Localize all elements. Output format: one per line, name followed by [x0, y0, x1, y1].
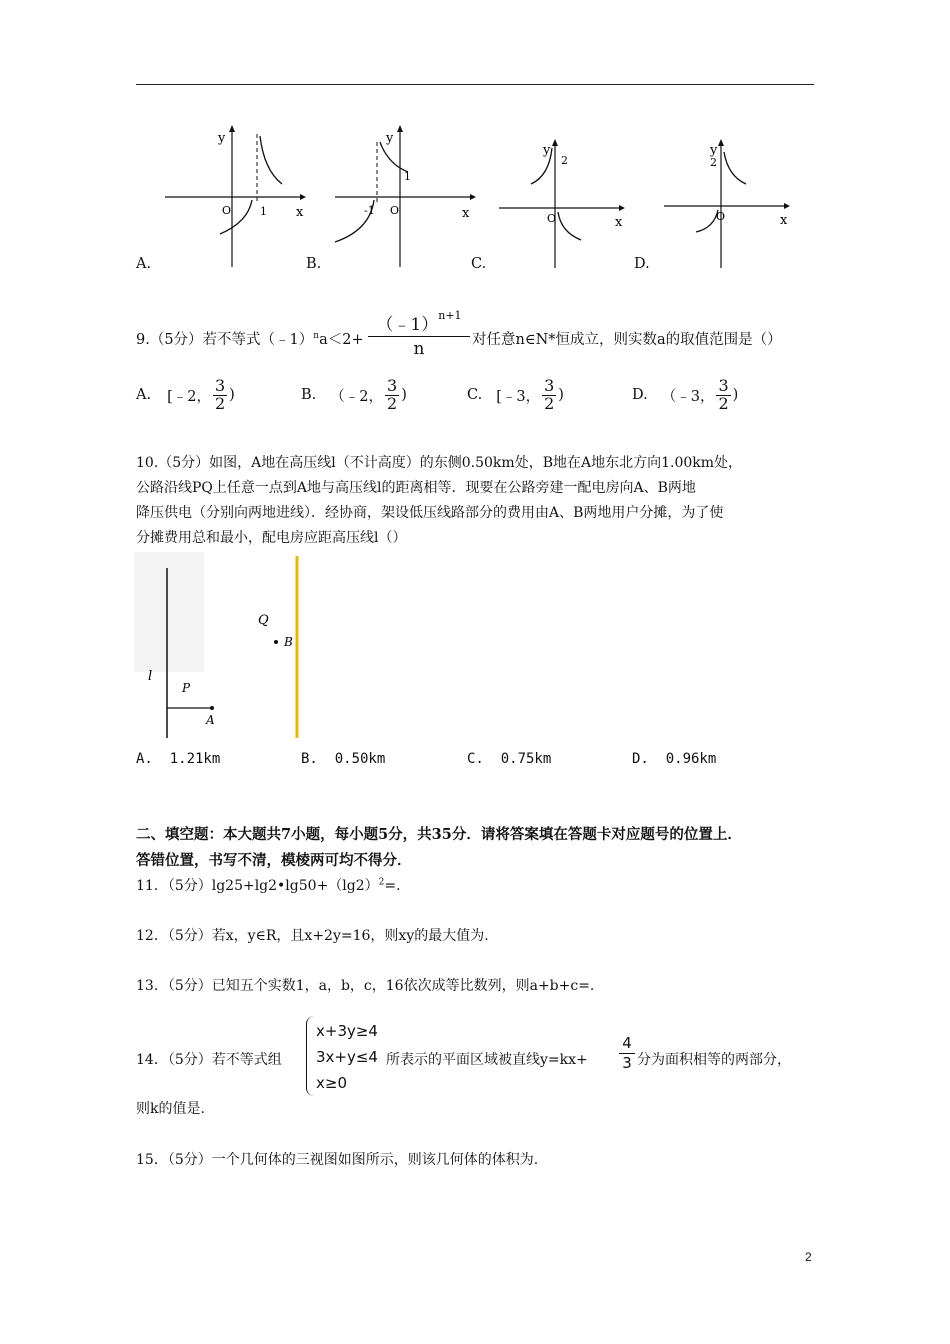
- graph-a-origin-label: O: [222, 204, 232, 217]
- q10-figure: [134, 552, 314, 742]
- q14-line-2: 则k的值是.: [136, 1101, 205, 1117]
- graph-a-x-label: x: [296, 205, 304, 220]
- page-number: 2: [805, 1250, 812, 1264]
- graph-d-origin-label: O: [716, 210, 726, 223]
- graph-option-b-label: B.: [306, 256, 322, 272]
- q9-stem-mid: a＜2+: [319, 332, 364, 348]
- label-l: l: [148, 669, 153, 684]
- graph-c-y-label: y: [543, 143, 551, 158]
- q14-system-brace: [306, 1016, 315, 1096]
- graph-c-x-label: x: [615, 215, 623, 230]
- q9-stem-right: 对任意n∈N*恒成立，则实数a的取值范围是（）: [472, 332, 782, 348]
- graph-b-x-label: x: [462, 206, 470, 221]
- q9-sup-n: n: [313, 331, 320, 342]
- graph-option-a: [160, 122, 310, 272]
- q14-fraction: [619, 1034, 635, 1073]
- q10-line-1: 10.（5分）如图，A地在高压线l（不计高度）的东侧0.50km处，B地在A地东北方向1.00km处，: [136, 455, 743, 471]
- q14-ineq-2: 3x+y≤4: [316, 1048, 378, 1066]
- q14-ineq-3: x≥0: [316, 1074, 347, 1092]
- q9-option-b: B. （﹣2， $\frac{3}{2}$ ): [301, 376, 407, 413]
- q12: 12．（5分）若x，y∈R，且x+2y=16，则xy的最大值为.: [136, 928, 489, 944]
- q9-fraction-numerator: （﹣1）$^{n+1}$: [368, 310, 470, 337]
- graph-c-origin-label: O: [547, 212, 557, 225]
- q14-fraction-num: 4: [619, 1034, 635, 1054]
- label-b: B: [284, 635, 293, 649]
- graph-b-neg-tick-label: -1: [364, 204, 375, 217]
- q14-ineq-1: x+3y≥4: [316, 1022, 378, 1040]
- graph-option-d-label: D.: [634, 256, 650, 272]
- q13: 13．（5分）已知五个实数1，a，b，c，16依次成等比数列，则a+b+c=.: [136, 978, 595, 994]
- point-a: [210, 706, 214, 710]
- q14-post: 分为面积相等的两部分，: [637, 1052, 791, 1068]
- q9-stem-left: 9.（5分）若不等式（﹣1）$^n$a＜2+: [136, 331, 364, 348]
- q11: 11．（5分）$\lg 25+\lg 2•\lg 50+(\lg 2)^2=$.: [136, 877, 401, 894]
- graph-b-origin-label: O: [390, 204, 400, 217]
- graph-d-x-label: x: [780, 213, 788, 228]
- graph-a-tick-label: 1: [260, 205, 267, 218]
- graph-option-b: [330, 122, 480, 272]
- graph-option-c: [495, 136, 635, 271]
- q9-option-c: C. [﹣3， $\frac{3}{2}$ ): [467, 376, 564, 413]
- q10-option-d: D. 0.96km: [632, 751, 717, 767]
- q9-fraction: [368, 310, 470, 359]
- graph-option-d: [660, 136, 800, 271]
- q10-line-3: 降压供电（分别向两地进线）．经协商，架设低压线路部分的费用由A、B两地用户分摊，为了使: [136, 505, 724, 521]
- graph-b-tick-label: 1: [404, 170, 411, 183]
- q14-inequality-system: [316, 1018, 378, 1096]
- graph-d-y-label: y: [710, 143, 718, 158]
- q14-mid: 所表示的平面区域被直线y=kx+: [386, 1052, 588, 1068]
- q10-option-a: A. 1.21km: [136, 751, 221, 767]
- q14-pre: 14．（5分）若不等式组: [136, 1052, 282, 1068]
- section2-heading-line-2: 答错位置，书写不清，模棱两可均不得分．: [136, 852, 412, 869]
- graph-option-a-label: A.: [136, 256, 152, 272]
- label-a: A: [206, 713, 215, 727]
- q15: 15．（5分）一个几何体的三视图如图所示，则该几何体的体积为.: [136, 1152, 539, 1168]
- q9-option-a: A. [﹣2， $\frac{3}{2}$ ): [136, 376, 235, 413]
- label-p: P: [182, 681, 191, 695]
- graph-b-y-label: y: [386, 131, 394, 146]
- q9-option-d: D. （﹣3， $\frac{3}{2}$ ): [632, 376, 739, 413]
- q11-sup: 2: [378, 877, 385, 888]
- graph-a-y-label: y: [218, 131, 226, 146]
- q14-fraction-den: 3: [622, 1054, 632, 1072]
- section2-heading-line-1: 二、填空题：本大题共7小题，每小题5分，共35分．请将答案填在答题卡对应题号的位置上．: [136, 826, 742, 843]
- q9-fraction-num-sup: n+1: [438, 309, 462, 323]
- q10-line-4: 分摊费用总和最小，配电房应距高压线l（）: [136, 530, 407, 546]
- q10-option-b: B. 0.50km: [301, 751, 386, 767]
- graph-c-tick-label: 2: [561, 154, 568, 167]
- label-q: Q: [258, 613, 269, 628]
- graph-option-c-label: C.: [471, 256, 487, 272]
- q10-line-2: 公路沿线PQ上任意一点到A地与高压线l的距离相等．现要在公路旁建一配电房向A、B两地: [136, 480, 696, 496]
- point-b: [274, 640, 278, 644]
- graph-d-tick-label: 2: [710, 156, 717, 169]
- q10-option-c: C. 0.75km: [467, 751, 552, 767]
- header-rule: [136, 84, 814, 85]
- q9-fraction-denominator: n: [413, 339, 425, 359]
